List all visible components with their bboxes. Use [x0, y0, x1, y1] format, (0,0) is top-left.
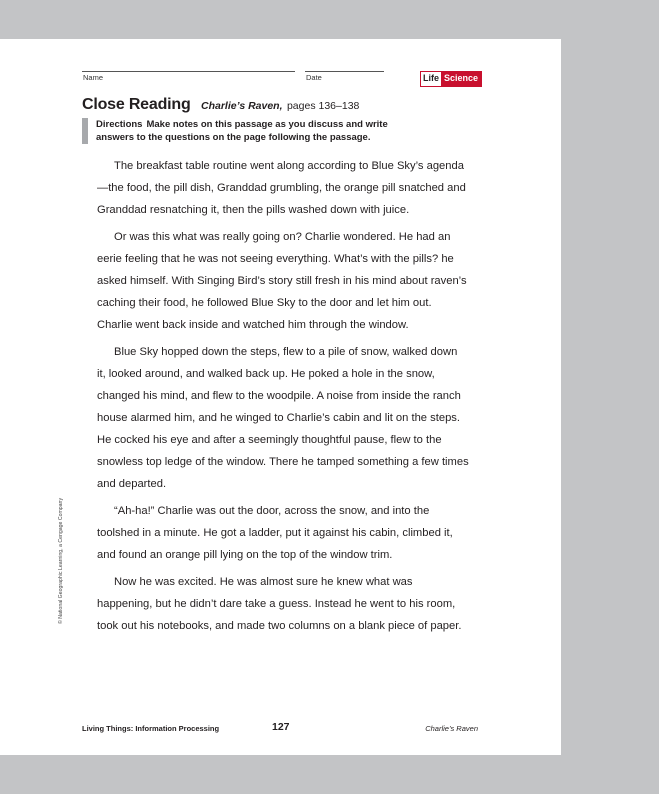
copyright-notice: © National Geographic Learning, a Cengage Company [58, 497, 64, 625]
footer-book-title: Charlie’s Raven [425, 724, 478, 733]
page-title [82, 96, 359, 114]
passage-paragraph: Or was this what was really going on? Charlie wondered. He had an eerie feeling that he was not seeing everything. What’s with the pills? he asked himself. With Singing Bird’s story still fresh in his mind about raven’s caching their food, he followed Blue Sky to the door and let him out. Charlie went back inside and watched him through the window. [97, 231, 467, 331]
directions-label: Directions [96, 119, 143, 130]
passage-paragraph: Blue Sky hopped down the steps, flew to a pile of snow, walked down it, looked around, and walked back up. He poked a hole in the snow, changed his mind, and flew to the woodpile. A noise from inside the ranch house alarmed him, and he winged to Charlie’s cabin and lit on the steps. He cocked his eye and after a seemingly thoughtful pause, flew to the snowless top ledge of the window. There he tamped something a few times and departed. [97, 346, 469, 490]
date-line [305, 71, 384, 72]
directions [96, 118, 426, 144]
title-book: Charlie’s Raven, [201, 100, 283, 112]
passage [97, 155, 469, 642]
footer-unit-title: Living Things: Information Processing [82, 724, 220, 733]
page-number: 127 [272, 721, 290, 733]
name-line [82, 71, 295, 72]
passage-paragraph: The breakfast table routine went along according to Blue Sky’s agenda—the food, the pill dish, Granddad grumbling, the orange pill snatched and Granddad resnatching it, then the pills washed down with juice. [97, 160, 466, 216]
directions-bar [82, 118, 88, 144]
date-label: Date [306, 73, 322, 82]
worksheet-page [0, 39, 561, 755]
title-main: Close Reading [82, 96, 191, 113]
passage-paragraph: Now he was excited. He was almost sure he knew what was happening, but he didn’t dare take a guess. Instead he went to his room, took out his notebooks, and made two columns on a blank piece of paper. [97, 576, 462, 632]
life-science-badge [420, 71, 482, 87]
title-pages: pages 136–138 [286, 100, 360, 112]
passage-paragraph: “Ah-ha!” Charlie was out the door, across the snow, and into the toolshed in a minute. He got a ladder, put it against his cabin, climbed it, and found an orange pill lying on the top of the window trim. [97, 505, 453, 561]
name-label: Name [83, 73, 104, 82]
badge-life: Life [421, 72, 441, 86]
badge-science: Science [441, 72, 481, 86]
directions-text: Make notes on this passage as you discuss and write answers to the questions on the page following the passage. [96, 119, 388, 143]
